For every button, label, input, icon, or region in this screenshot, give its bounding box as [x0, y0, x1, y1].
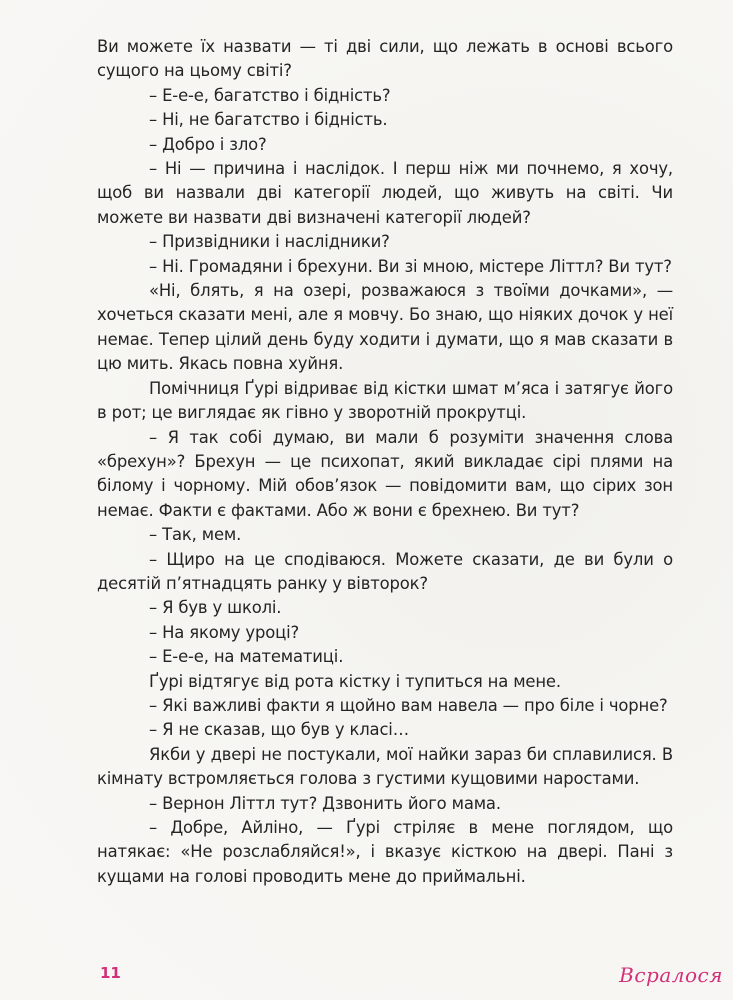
- paragraph: – Добро і зло?: [149, 134, 267, 154]
- paragraph: – Ні. Громадяни і брехуни. Ви зі мною, містере Літтл? Ви тут?: [149, 256, 672, 276]
- paragraph: – Призвідники і наслідники?: [149, 232, 390, 252]
- paragraph: «Ні, блять, я на озері, розважаюся з твоїми дочками», — хочеться сказати мені, але я мовчу. Бо знаю, що ніяких дочок у неї немає. Тепер цілий день буду ходити і думати, що я мав сказати в цю мить. Якась повна хуйня.: [97, 281, 673, 374]
- paragraph: – Вернон Літтл тут? Дзвонить його мама.: [149, 793, 501, 813]
- paragraph: – Я так собі думаю, ви мали б розуміти значення слова «брехун»? Брехун — це психопат, який викладає сірі плями на білому і чорному. Мій обов’язок — повідомити вам, що сірих зон немає. Факти є фактами. Або ж вони є брехнею. Ви тут?: [97, 427, 673, 520]
- paragraph: Ви можете їх назвати — ті дві сили, що лежать в основі всього сущого на цьому світі?: [97, 37, 673, 81]
- paragraph: – На якому уроці?: [149, 622, 300, 642]
- paragraph: – Ні, не багатство і бідність.: [149, 110, 388, 130]
- paragraph: – Я не сказав, що був у класі…: [149, 720, 409, 740]
- paragraph: Помічниця Ґурі відриває від кістки шмат м’яса і затягує його в рот; це виглядає як гівно у зворотній прокрутці.: [97, 378, 673, 423]
- paragraph: – Так, мем.: [149, 525, 242, 545]
- paragraph: – Ні — причина і наслідок. І перш ніж ми почнемо, я хочу, щоб ви назвали дві категорії людей, що живуть на світі. Чи можете ви назвати дві визначені категорії людей?: [97, 159, 673, 227]
- publisher-brand: Всралося: [619, 963, 723, 987]
- paragraph: – Я був у школі.: [149, 598, 282, 618]
- paragraph: – Які важливі факти я щойно вам навела — про біле і чорне?: [149, 695, 668, 715]
- body-text: [97, 35, 673, 889]
- page-number: 11: [100, 964, 121, 982]
- paragraph: – Щиро на це сподіваюся. Можете сказати, де ви були о десятій п’ятнадцять ранку у вівторок?: [97, 549, 673, 593]
- paragraph: – Е-е-е, багатство і бідність?: [149, 85, 391, 105]
- paragraph: – Е-е-е, на математиці.: [149, 647, 344, 667]
- paragraph: Ґурі відтягує від рота кістку і тупиться на мене.: [149, 671, 561, 691]
- paragraph: Якби у двері не постукали, мої найки зараз би сплавилися. В кімнату встромляється голова з густими кущовими наростами.: [97, 744, 673, 789]
- paragraph: – Добре, Айліно, — Ґурі стріляє в мене поглядом, що натякає: «Не розслабляйся!», і вказує кісткою на двері. Пані з кущами на голові проводить мене до приймальні.: [97, 818, 673, 886]
